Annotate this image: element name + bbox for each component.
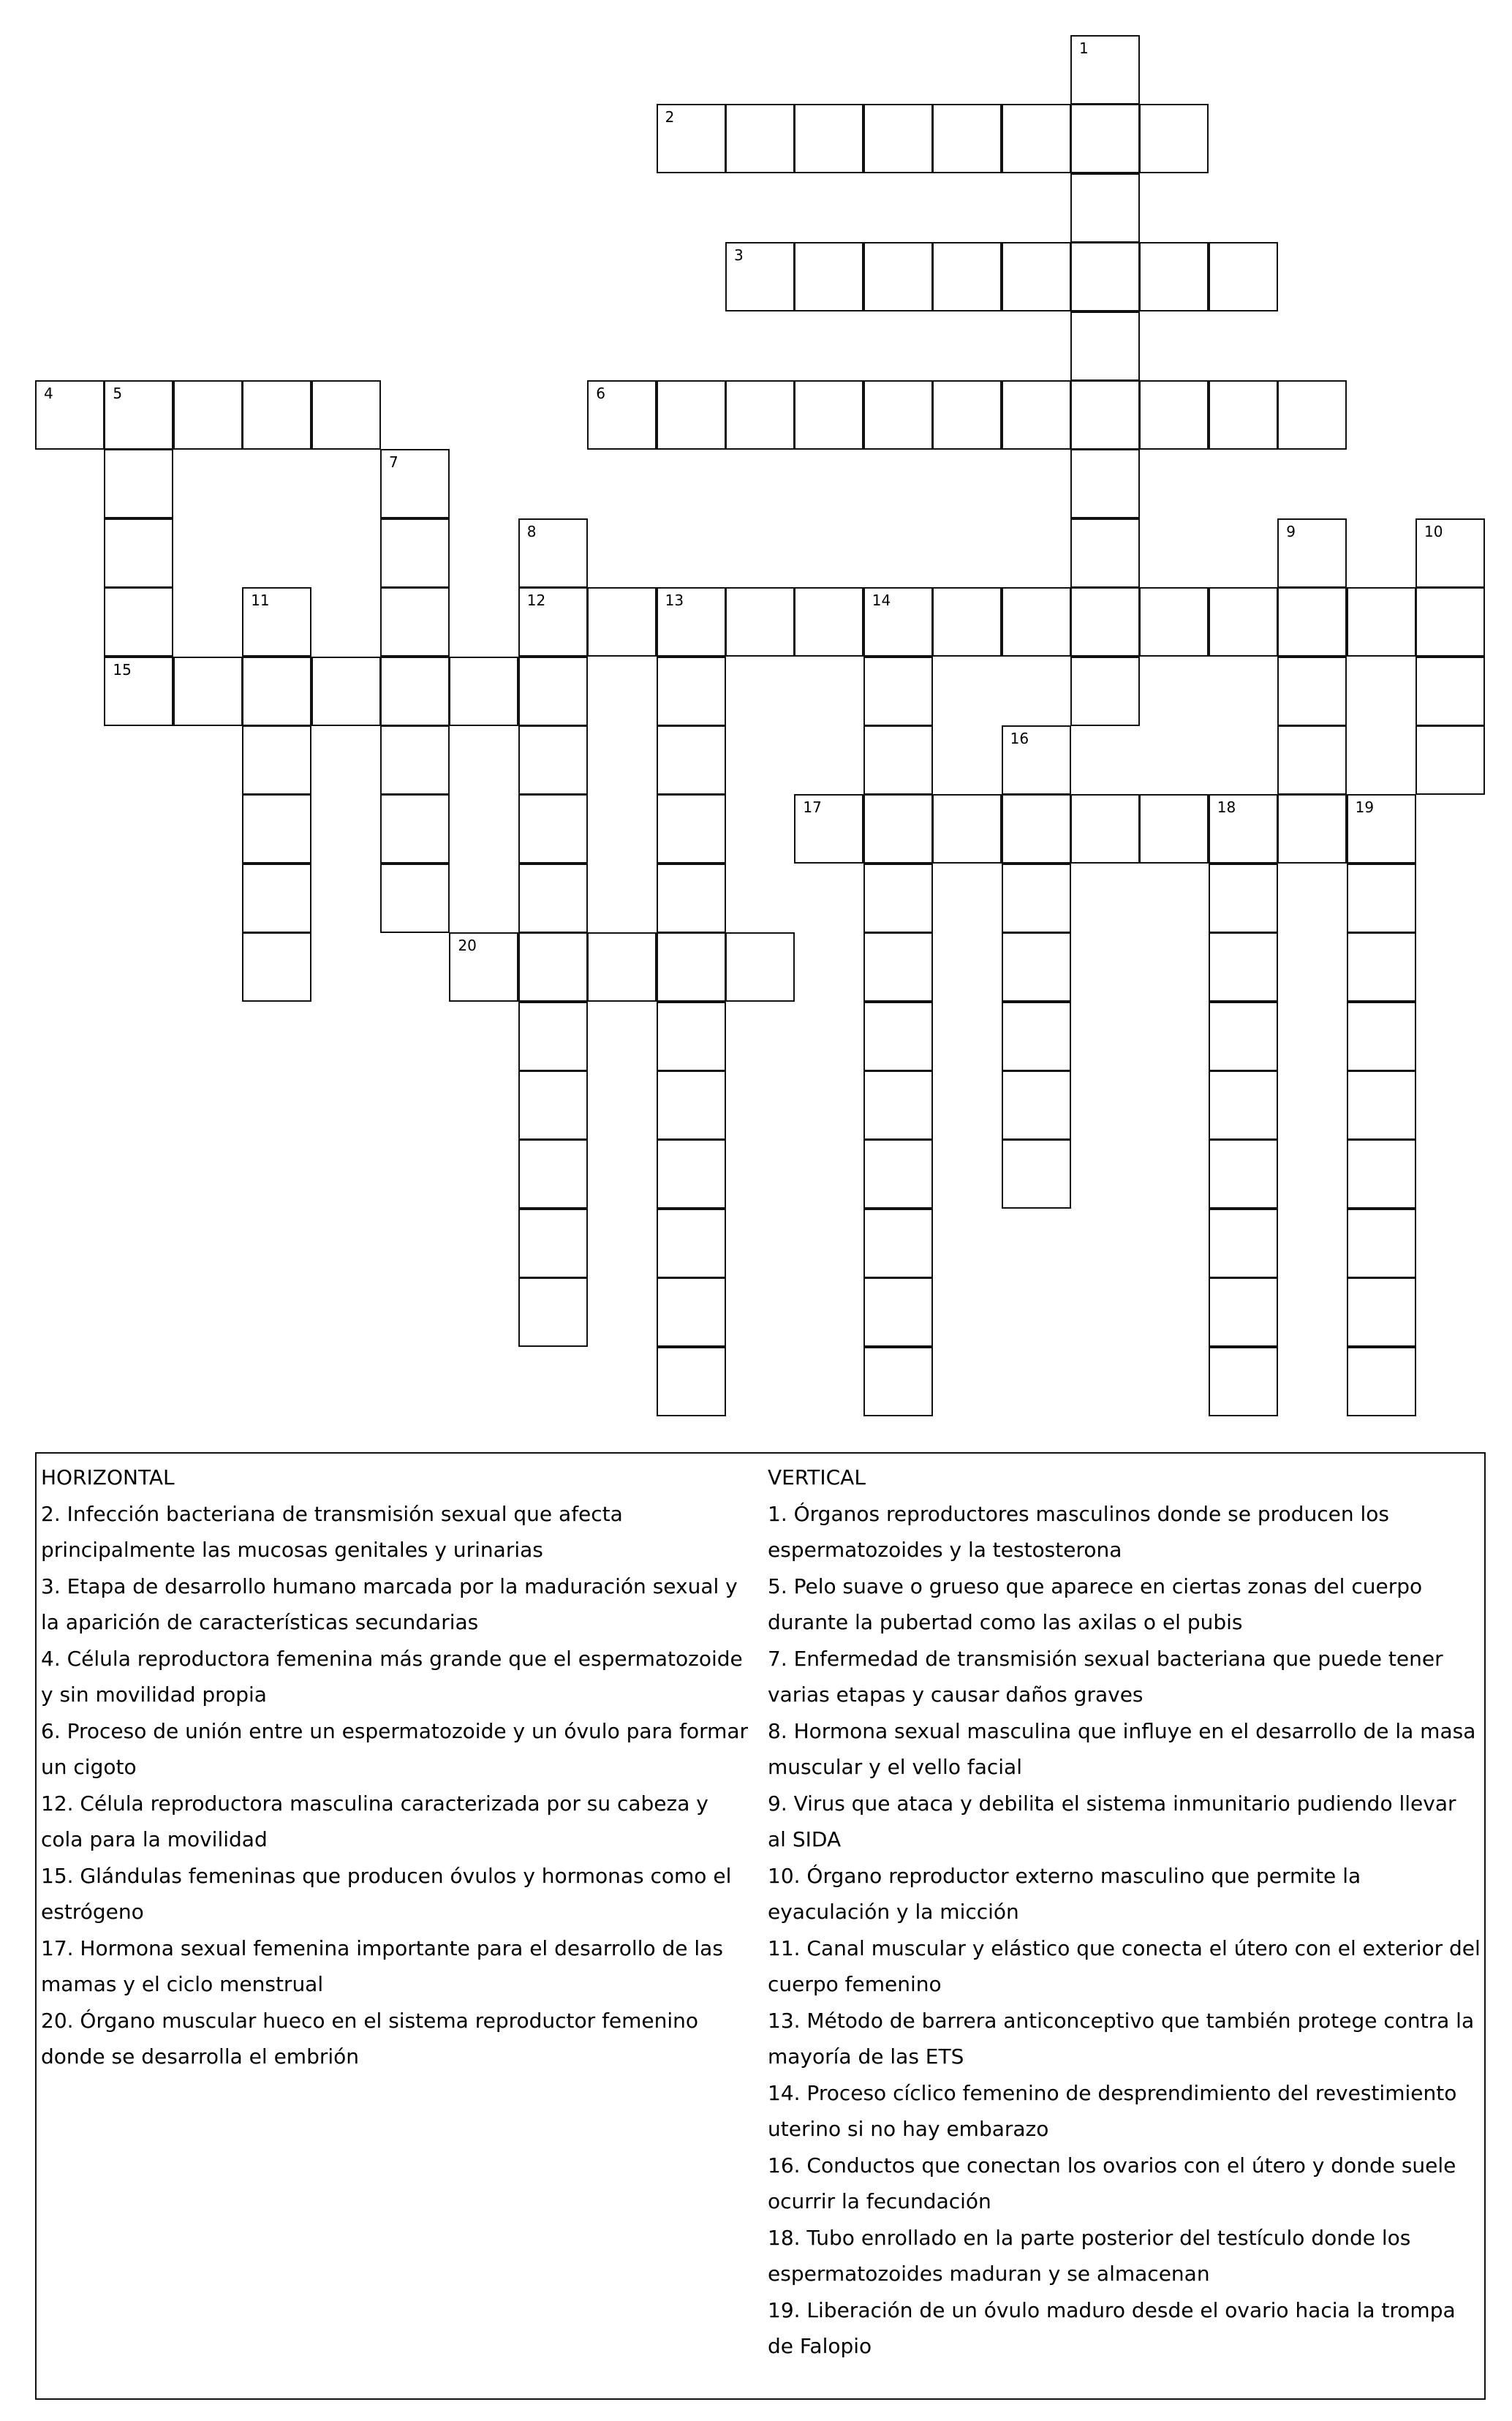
crossword-cell[interactable] [725, 587, 795, 657]
crossword-cell[interactable] [863, 725, 933, 795]
crossword-cell[interactable] [1209, 1070, 1278, 1140]
crossword-cell[interactable] [1415, 725, 1485, 795]
crossword-cell[interactable] [1209, 932, 1278, 1002]
crossword-cell[interactable] [1209, 1139, 1278, 1209]
clue-number: 10 [1424, 522, 1443, 540]
crossword-cell[interactable] [518, 864, 588, 933]
crossword-cell[interactable] [657, 380, 726, 450]
crossword-cell[interactable] [1070, 518, 1140, 588]
crossword-cell[interactable] [863, 1209, 933, 1278]
crossword-cell[interactable] [1209, 864, 1278, 933]
crossword-cell[interactable] [242, 380, 311, 450]
crossword-cell[interactable] [932, 794, 1002, 864]
crossword-cell[interactable] [518, 794, 588, 864]
crossword-cell[interactable] [242, 657, 311, 726]
vertical-clue: 5. Pelo suave o grueso que aparece en ciertas zonas del cuerpo durante la pubertad como las axilas o el pubis [768, 1574, 1423, 1634]
crossword-cell[interactable] [1139, 380, 1209, 450]
clue-number: 13 [665, 592, 684, 610]
crossword-cell[interactable] [657, 1277, 726, 1347]
vertical-clue: 9. Virus que ataca y debilita el sistema inmunitario pudiendo llevar al SIDA [768, 1791, 1456, 1851]
vertical-clue: 11. Canal muscular y elástico que conecta el útero con el exterior del cuerpo femenino [768, 1935, 1481, 1996]
crossword-cell[interactable] [1139, 587, 1209, 657]
crossword-cell[interactable] [794, 794, 863, 864]
crossword-cell[interactable] [1070, 35, 1140, 105]
crossword-cell[interactable] [1139, 104, 1209, 173]
crossword-cell[interactable] [380, 794, 450, 864]
crossword-cell[interactable] [932, 104, 1002, 173]
crossword-cell[interactable] [518, 1070, 588, 1140]
horizontal-clues-heading: HORIZONTAL [41, 1465, 175, 1489]
crossword-cell[interactable] [1415, 518, 1485, 588]
crossword-cell[interactable] [1070, 380, 1140, 450]
crossword-cell[interactable] [518, 725, 588, 795]
crossword-cell[interactable] [104, 380, 173, 450]
crossword-cell[interactable] [1347, 1209, 1416, 1278]
crossword-cell[interactable] [794, 104, 863, 173]
crossword-cell[interactable] [1070, 794, 1140, 864]
crossword-cell[interactable] [1002, 725, 1071, 795]
clue-number: 1 [1079, 39, 1089, 57]
crossword-cell[interactable] [1347, 1347, 1416, 1416]
crossword-cell[interactable] [173, 380, 243, 450]
vertical-clue: 7. Enfermedad de transmisión sexual bacteriana que puede tener varias etapas y causar daños graves [768, 1646, 1443, 1707]
vertical-clues-column [768, 1459, 1481, 2365]
vertical-clue: 14. Proceso cíclico femenino de desprendimiento del revestimiento uterino si no hay embarazo [768, 2080, 1457, 2141]
clue-number: 12 [526, 592, 546, 610]
clue-number: 18 [1217, 798, 1236, 817]
crossword-cell[interactable] [518, 932, 588, 1002]
crossword-cell[interactable] [725, 932, 795, 1002]
crossword-cell[interactable] [449, 932, 518, 1002]
crossword-cell[interactable] [1415, 657, 1485, 726]
crossword-cell[interactable] [1209, 242, 1278, 311]
crossword-cell[interactable] [242, 587, 311, 657]
clue-number: 17 [803, 798, 822, 817]
clue-number: 4 [44, 385, 53, 402]
crossword-cell[interactable] [932, 242, 1002, 311]
crossword-cell[interactable] [1347, 1277, 1416, 1347]
crossword-cell[interactable] [1139, 242, 1209, 311]
crossword-cell[interactable] [1002, 587, 1071, 657]
crossword-cell[interactable] [518, 1002, 588, 1071]
crossword-cell[interactable] [1002, 864, 1071, 933]
crossword-cell[interactable] [1070, 311, 1140, 381]
crossword-cell[interactable] [1070, 449, 1140, 518]
crossword-cell[interactable] [794, 242, 863, 311]
crossword-cell[interactable] [1070, 242, 1140, 311]
clue-number: 8 [526, 522, 537, 540]
crossword-cell[interactable] [657, 104, 726, 173]
crossword-cell[interactable] [1002, 104, 1071, 173]
crossword-cell[interactable] [932, 587, 1002, 657]
crossword-cell[interactable] [518, 1277, 588, 1347]
clue-number: 7 [389, 453, 398, 472]
crossword-cell[interactable] [518, 518, 588, 588]
crossword-cell[interactable] [1347, 587, 1416, 657]
crossword-cell[interactable] [657, 1002, 726, 1071]
crossword-cell[interactable] [863, 1139, 933, 1209]
crossword-cell[interactable] [794, 380, 863, 450]
crossword-cell[interactable] [1002, 932, 1071, 1002]
clue-number: 5 [113, 385, 123, 402]
crossword-cell[interactable] [863, 1002, 933, 1071]
horizontal-clue: 12. Célula reproductora masculina caracterizada por su cabeza y cola para la movilidad [41, 1791, 708, 1851]
crossword-cell[interactable] [863, 794, 933, 864]
crossword-cell[interactable] [657, 794, 726, 864]
horizontal-clue: 2. Infección bacteriana de transmisión sexual que afecta principalmente las mucosas genitales y urinarias [41, 1501, 623, 1562]
crossword-cell[interactable] [518, 657, 588, 726]
crossword-cell[interactable] [35, 380, 105, 450]
clue-number: 15 [113, 660, 132, 679]
crossword-cell[interactable] [1070, 587, 1140, 657]
crossword-cell[interactable] [1209, 794, 1278, 864]
crossword-cell[interactable] [863, 104, 933, 173]
clue-number: 14 [872, 592, 891, 610]
crossword-cell[interactable] [380, 657, 450, 726]
clue-number: 16 [1010, 730, 1029, 747]
crossword-cell[interactable] [104, 449, 173, 518]
crossword-cell[interactable] [1002, 242, 1071, 311]
crossword-cell[interactable] [657, 864, 726, 933]
crossword-cell[interactable] [449, 657, 518, 726]
vertical-clue: 10. Órgano reproductor externo masculino que permite la eyaculación y la micción [768, 1863, 1361, 1924]
clue-number: 20 [458, 937, 477, 955]
vertical-clues-heading: VERTICAL [768, 1465, 866, 1489]
crossword-cell[interactable] [1139, 794, 1209, 864]
vertical-clue: 13. Método de barrera anticonceptivo que también protege contra la mayoría de las ETS [768, 2008, 1475, 2069]
crossword-cell[interactable] [863, 657, 933, 726]
vertical-clue: 8. Hormona sexual masculina que influye en el desarrollo de la masa muscular y el vello facial [768, 1718, 1476, 1779]
vertical-clue: 18. Tubo enrollado en la parte posterior del testículo donde los espermatozoides maduran y se almacenan [768, 2225, 1411, 2286]
horizontal-clue: 17. Hormona sexual femenina importante para el desarrollo de las mamas y el ciclo menstrual [41, 1935, 723, 1996]
crossword-cell[interactable] [863, 380, 933, 450]
crossword-cell[interactable] [1277, 657, 1347, 726]
crossword-cell[interactable] [104, 657, 173, 726]
crossword-cell[interactable] [657, 587, 726, 657]
crossword-cell[interactable] [1209, 1347, 1278, 1416]
crossword-cell[interactable] [863, 932, 933, 1002]
crossword-cell[interactable] [1209, 1002, 1278, 1071]
crossword-cell[interactable] [1277, 587, 1347, 657]
crossword-cell[interactable] [518, 587, 588, 657]
crossword-cell[interactable] [657, 932, 726, 1002]
crossword-cell[interactable] [657, 657, 726, 726]
crossword-cell[interactable] [1347, 1139, 1416, 1209]
crossword-cell[interactable] [863, 1070, 933, 1140]
crossword-cell[interactable] [242, 725, 311, 795]
crossword-cell[interactable] [1277, 794, 1347, 864]
horizontal-clue: 20. Órgano muscular hueco en el sistema reproductor femenino donde se desarrolla el embrión [41, 2008, 699, 2069]
clue-number: 11 [251, 592, 270, 610]
crossword-cell[interactable] [1277, 380, 1347, 450]
crossword-cell[interactable] [311, 657, 381, 726]
crossword-cell[interactable] [104, 587, 173, 657]
crossword-cell[interactable] [242, 864, 311, 933]
crossword-cell[interactable] [1347, 794, 1416, 864]
crossword-cell[interactable] [863, 242, 933, 311]
crossword-cell[interactable] [1070, 104, 1140, 173]
crossword-cell[interactable] [657, 1347, 726, 1416]
crossword-cell[interactable] [863, 1347, 933, 1416]
crossword-cell[interactable] [1070, 657, 1140, 726]
crossword-cell[interactable] [1415, 587, 1485, 657]
crossword-cell[interactable] [242, 794, 311, 864]
crossword-cell[interactable] [657, 1070, 726, 1140]
crossword-cell[interactable] [1002, 794, 1071, 864]
crossword-cell[interactable] [794, 587, 863, 657]
vertical-clue: 16. Conductos que conectan los ovarios con el útero y donde suele ocurrir la fecundación [768, 2153, 1456, 2213]
clue-number: 19 [1355, 798, 1375, 817]
crossword-cell[interactable] [380, 449, 450, 518]
crossword-cell[interactable] [1002, 380, 1071, 450]
clues-panel [35, 1452, 1486, 2400]
horizontal-clue: 4. Célula reproductora femenina más grande que el espermatozoide y sin movilidad propia [41, 1646, 743, 1707]
crossword-cell[interactable] [104, 518, 173, 588]
crossword-cell[interactable] [1002, 1002, 1071, 1071]
crossword-cell[interactable] [657, 1139, 726, 1209]
horizontal-clue: 6. Proceso de unión entre un espermatozoide y un óvulo para formar un cigoto [41, 1718, 749, 1779]
crossword-cell[interactable] [587, 932, 657, 1002]
horizontal-clues-column [41, 1459, 754, 2075]
crossword-cell[interactable] [1209, 380, 1278, 450]
crossword-cell[interactable] [587, 587, 657, 657]
crossword-cell[interactable] [1347, 864, 1416, 933]
crossword-cell[interactable] [1347, 1002, 1416, 1071]
crossword-cell[interactable] [518, 1209, 588, 1278]
crossword-cell[interactable] [1347, 1070, 1416, 1140]
crossword-cell[interactable] [587, 380, 657, 450]
crossword-cell[interactable] [380, 587, 450, 657]
crossword-cell[interactable] [380, 725, 450, 795]
crossword-cell[interactable] [863, 1277, 933, 1347]
crossword-cell[interactable] [1070, 173, 1140, 243]
crossword-cell[interactable] [1209, 1277, 1278, 1347]
crossword-cell[interactable] [311, 380, 381, 450]
vertical-clue: 1. Órganos reproductores masculinos donde se producen los espermatozoides y la testosterona [768, 1501, 1389, 1562]
crossword-cell[interactable] [1209, 1209, 1278, 1278]
crossword-cell[interactable] [725, 380, 795, 450]
vertical-clue: 19. Liberación de un óvulo maduro desde el ovario hacia la trompa de Falopio [768, 2297, 1456, 2358]
crossword-cell[interactable] [657, 1209, 726, 1278]
clue-number: 3 [734, 246, 744, 265]
crossword-cell[interactable] [657, 725, 726, 795]
crossword-cell[interactable] [380, 518, 450, 588]
crossword-cell[interactable] [863, 587, 933, 657]
crossword-cell[interactable] [1277, 518, 1347, 588]
crossword-cell[interactable] [1002, 1070, 1071, 1140]
crossword-cell[interactable] [932, 380, 1002, 450]
crossword-cell[interactable] [1209, 587, 1278, 657]
clue-number: 9 [1286, 522, 1296, 540]
crossword-cell[interactable] [725, 104, 795, 173]
clue-number: 2 [665, 108, 675, 126]
crossword-cell[interactable] [1277, 725, 1347, 795]
horizontal-clue: 3. Etapa de desarrollo humano marcada por la maduración sexual y la aparición de características secundarias [41, 1574, 738, 1634]
horizontal-clue: 15. Glándulas femeninas que producen óvulos y hormonas como el estrógeno [41, 1863, 732, 1924]
crossword-cell[interactable] [725, 242, 795, 311]
crossword-cell[interactable] [1002, 1139, 1071, 1209]
crossword-cell[interactable] [173, 657, 243, 726]
crossword-cell[interactable] [1347, 932, 1416, 1002]
crossword-cell[interactable] [242, 932, 311, 1002]
crossword-cell[interactable] [863, 864, 933, 933]
crossword-cell[interactable] [518, 1139, 588, 1209]
clue-number: 6 [596, 385, 605, 402]
crossword-cell[interactable] [380, 864, 450, 933]
